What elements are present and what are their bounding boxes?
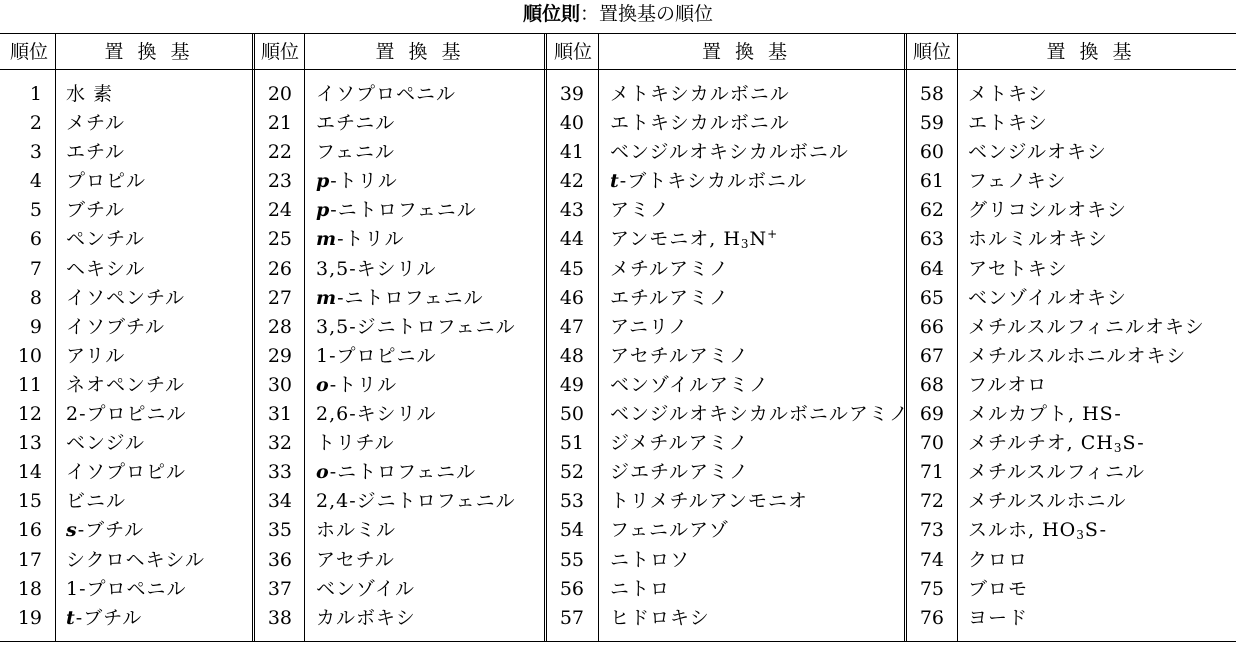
substituent-text: ベンゾイルアミノ bbox=[610, 373, 770, 396]
table-row bbox=[0, 255, 1236, 284]
substituent-text: 3,5-ジニトロフェニル bbox=[316, 315, 516, 338]
rank-number: 45 bbox=[559, 257, 584, 280]
rank-number: 33 bbox=[267, 461, 292, 484]
substituent-text: イソペンチル bbox=[66, 286, 186, 309]
table-row bbox=[0, 429, 1236, 458]
substituent-text: ベンジル bbox=[66, 432, 146, 455]
substituent-text: フェノキシ bbox=[968, 170, 1067, 193]
rank-number: 18 bbox=[17, 577, 42, 600]
substituent-text: 1-プロピニル bbox=[316, 344, 437, 367]
table-row bbox=[0, 284, 1236, 313]
substituent-text: アミノ bbox=[610, 199, 671, 222]
rank-number: 53 bbox=[559, 490, 584, 513]
header-substituent-3: 置換基 bbox=[701, 41, 801, 63]
rank-number: 74 bbox=[919, 548, 944, 571]
locant-prefix: p bbox=[316, 199, 331, 222]
table-row bbox=[0, 458, 1236, 487]
substituent-text: ベンジルオキシ bbox=[968, 141, 1107, 164]
title-bold: 順位則 bbox=[522, 3, 580, 25]
substituent-name bbox=[968, 284, 1127, 313]
rank-number: 23 bbox=[267, 170, 292, 193]
rank-number: 37 bbox=[267, 577, 292, 600]
rank-number: 29 bbox=[267, 344, 292, 367]
rank-number: 49 bbox=[559, 373, 584, 396]
substituent-text: ベンジルオキシカルボニル bbox=[610, 141, 849, 164]
rank-number: 47 bbox=[559, 315, 584, 338]
rank-number: 48 bbox=[559, 344, 584, 367]
substituent-text: メチルスルホニルオキシ bbox=[968, 344, 1187, 367]
substituent-text: メチル bbox=[66, 112, 126, 135]
substituent-name bbox=[968, 138, 1107, 167]
substituent-text: シクロヘキシル bbox=[66, 548, 205, 571]
rank-number: 68 bbox=[919, 373, 944, 396]
locant-prefix: o bbox=[316, 373, 330, 396]
rank-number: 72 bbox=[919, 490, 944, 513]
substituent-text: -ニトロフェニル bbox=[330, 199, 477, 222]
rank-number: 63 bbox=[919, 228, 944, 251]
table-row bbox=[0, 109, 1236, 138]
substituent-text: -ブチル bbox=[75, 606, 143, 629]
substituent-name bbox=[968, 342, 1186, 371]
substituent-text: 2,4-ジニトロフェニル bbox=[316, 490, 516, 513]
rank-number: 26 bbox=[267, 257, 292, 280]
substituent-text: ジエチルアミノ bbox=[610, 461, 750, 484]
rank-number: 1 bbox=[29, 83, 42, 105]
substituent-text: フェニルアゾ bbox=[610, 519, 730, 542]
substituent-text: フルオロ bbox=[968, 373, 1048, 396]
substituent-text: ネオペンチル bbox=[66, 373, 186, 396]
substituent-text: ビニル bbox=[66, 490, 127, 513]
substituent-name bbox=[968, 225, 1108, 254]
table-header-rule bbox=[0, 69, 1236, 70]
rank-number: 69 bbox=[919, 403, 944, 426]
table-row bbox=[0, 225, 1236, 254]
substituent-text: メトキシ bbox=[968, 83, 1048, 105]
rank-number: 27 bbox=[267, 286, 292, 309]
rank-number: 24 bbox=[267, 199, 292, 222]
locant-prefix: o bbox=[316, 461, 330, 484]
header-substituent-2: 置換基 bbox=[375, 41, 475, 63]
rank-number: 46 bbox=[559, 286, 584, 309]
rank-number: 28 bbox=[267, 315, 292, 338]
rank-number: 16 bbox=[17, 519, 42, 542]
rank-number: 6 bbox=[29, 228, 42, 251]
substituent-name bbox=[968, 400, 1122, 429]
substituent-text: イソプロペニル bbox=[316, 83, 457, 105]
substituent-text: 2,6-キシリル bbox=[316, 403, 437, 426]
rank-number: 57 bbox=[559, 606, 584, 629]
rank-number: 35 bbox=[267, 519, 292, 542]
table-row bbox=[0, 167, 1236, 196]
rank-number: 2 bbox=[29, 112, 42, 135]
rank-number: 73 bbox=[919, 519, 944, 542]
rank-number: 5 bbox=[29, 199, 42, 222]
substituent-text: ヒドロキシ bbox=[610, 606, 710, 629]
rank-number: 55 bbox=[559, 548, 584, 571]
substituent-text: ニトロソ bbox=[610, 548, 691, 571]
rank-number: 8 bbox=[29, 286, 42, 309]
table-row bbox=[0, 400, 1236, 429]
substituent-text: アセチルアミノ bbox=[610, 344, 749, 367]
substituent-text: アンモニオ, H bbox=[610, 228, 741, 251]
substituent-text: プロピル bbox=[66, 170, 147, 193]
rank-number: 59 bbox=[919, 112, 944, 135]
substituent-text: メチルスルフィニル bbox=[968, 461, 1145, 484]
substituent-text: カルボキシ bbox=[316, 606, 416, 629]
rank-number: 67 bbox=[919, 344, 944, 367]
substituent-name bbox=[968, 371, 1047, 400]
substituent-text: ベンゾイル bbox=[316, 577, 416, 600]
rank-number: 17 bbox=[17, 548, 42, 571]
table-row bbox=[0, 313, 1236, 342]
substituent-text: メチルスルホニル bbox=[968, 490, 1127, 513]
rank-number: 61 bbox=[919, 170, 944, 193]
substituent-text: メルカプト, HS- bbox=[968, 403, 1122, 426]
substituent-name bbox=[968, 255, 1068, 284]
substituent-text: ホルミルオキシ bbox=[968, 228, 1108, 251]
substituent-text: ブチル bbox=[66, 199, 126, 222]
rank-number: 11 bbox=[17, 373, 42, 396]
substituent-name bbox=[968, 575, 1028, 604]
locant-prefix: m bbox=[316, 286, 338, 309]
table-row bbox=[0, 575, 1236, 604]
header-substituent-4: 置換基 bbox=[1046, 41, 1146, 63]
subscript: 3 bbox=[1076, 528, 1085, 543]
table-row bbox=[0, 80, 1236, 109]
rank-number: 12 bbox=[17, 403, 42, 426]
header-rank-4: 順位 bbox=[912, 41, 951, 63]
substituent-name bbox=[968, 604, 1028, 633]
substituent-name bbox=[968, 516, 1107, 545]
substituent-text: -トリル bbox=[329, 373, 398, 396]
header-substituent-1: 置換基 bbox=[104, 41, 204, 63]
substituent-text: アニリノ bbox=[610, 315, 689, 338]
table-row bbox=[0, 196, 1236, 225]
substituent-name bbox=[968, 546, 1028, 575]
table-row bbox=[0, 604, 1236, 633]
rank-number: 44 bbox=[559, 228, 584, 251]
rank-number: 19 bbox=[17, 606, 42, 629]
header-rank-3: 順位 bbox=[553, 41, 592, 63]
table-row bbox=[0, 487, 1236, 516]
substituent-text: エチル bbox=[66, 141, 126, 164]
substituent-text: -ニトロフェニル bbox=[337, 286, 484, 309]
page-title bbox=[0, 0, 1236, 30]
rank-number: 51 bbox=[559, 432, 584, 455]
substituent-name bbox=[968, 313, 1205, 342]
rank-number: 20 bbox=[267, 83, 292, 105]
substituent-name bbox=[968, 196, 1127, 225]
rank-number: 31 bbox=[267, 403, 292, 426]
rank-number: 21 bbox=[267, 112, 292, 135]
substituent-text: メチルスルフィニルオキシ bbox=[968, 315, 1205, 338]
substituent-text: -ブトキシカルボニル bbox=[619, 170, 808, 193]
table-bottom-rule bbox=[0, 641, 1236, 642]
rank-number: 30 bbox=[267, 373, 292, 396]
substituent-text: アセトキシ bbox=[968, 257, 1068, 280]
substituent-text: エトキシカルボニル bbox=[610, 112, 790, 135]
rank-number: 75 bbox=[919, 577, 944, 600]
formula-tail: N bbox=[749, 228, 768, 251]
formula-tail: S- bbox=[1122, 432, 1145, 455]
rank-number: 42 bbox=[559, 170, 584, 193]
rank-number: 58 bbox=[919, 83, 944, 105]
header-rank-1: 順位 bbox=[9, 41, 48, 63]
locant-prefix: p bbox=[316, 170, 331, 193]
rank-number: 3 bbox=[29, 141, 42, 164]
table-row bbox=[0, 546, 1236, 575]
substituent-text: ヨード bbox=[968, 606, 1029, 629]
header-rank-2: 順位 bbox=[260, 41, 299, 63]
substituent-text: ベンジルオキシカルボニルアミノ bbox=[610, 403, 909, 426]
substituent-text: 1-プロペニル bbox=[66, 577, 187, 600]
substituent-name bbox=[968, 458, 1145, 487]
substituent-text: フェニル bbox=[316, 141, 396, 164]
rank-number: 10 bbox=[17, 344, 42, 367]
substituent-text: -トリル bbox=[337, 228, 405, 251]
formula-tail: S- bbox=[1084, 519, 1108, 542]
rank-number: 52 bbox=[559, 461, 584, 484]
rank-number: 64 bbox=[919, 257, 944, 280]
rank-number: 39 bbox=[559, 83, 584, 105]
locant-prefix: t bbox=[610, 170, 620, 193]
rank-number: 34 bbox=[267, 490, 292, 513]
substituent-text: メチルチオ, CH bbox=[968, 432, 1114, 455]
substituent-text: トリメチルアンモニオ bbox=[610, 490, 808, 513]
substituent-text: イソブチル bbox=[66, 315, 166, 338]
substituent-name bbox=[968, 109, 1048, 138]
substituent-text: エチルアミノ bbox=[610, 286, 730, 309]
substituent-text: ブロモ bbox=[968, 577, 1029, 600]
table-row bbox=[0, 516, 1236, 545]
locant-prefix: t bbox=[66, 606, 76, 629]
rank-number: 70 bbox=[919, 432, 944, 455]
rank-number: 32 bbox=[267, 432, 292, 455]
table-row bbox=[0, 371, 1236, 400]
rank-number: 56 bbox=[559, 577, 584, 600]
substituent-text: クロロ bbox=[968, 548, 1029, 571]
substituent-text: メチルアミノ bbox=[610, 257, 730, 280]
substituent-text: ジメチルアミノ bbox=[610, 432, 749, 455]
rank-number: 36 bbox=[267, 548, 292, 571]
table-row bbox=[0, 138, 1236, 167]
rank-number: 71 bbox=[919, 461, 944, 484]
table-top-rule bbox=[0, 33, 1236, 34]
rank-number: 14 bbox=[17, 461, 42, 484]
substituent-name bbox=[968, 80, 1048, 109]
substituent-text: エチニル bbox=[316, 112, 396, 135]
rank-number: 60 bbox=[919, 141, 944, 164]
table-column-4 bbox=[0, 80, 1236, 633]
substituent-text: グリコシルオキシ bbox=[968, 199, 1127, 222]
rank-number: 9 bbox=[29, 315, 42, 338]
substituent-text: メトキシカルボニル bbox=[610, 83, 790, 105]
substituent-text: イソプロピル bbox=[66, 461, 187, 484]
rank-number: 13 bbox=[17, 432, 42, 455]
substituent-text: 3,5-キシリル bbox=[316, 257, 437, 280]
rank-number: 7 bbox=[29, 257, 42, 280]
subscript: 3 bbox=[740, 237, 750, 252]
substituent-name bbox=[968, 487, 1126, 516]
substituent-text: トリチル bbox=[316, 432, 395, 455]
rank-number: 22 bbox=[267, 141, 292, 164]
substituent-text: 2-プロピニル bbox=[66, 403, 187, 426]
rank-number: 15 bbox=[17, 490, 42, 513]
substituent-text: エトキシ bbox=[968, 112, 1048, 135]
substituent-text: 水 素 bbox=[66, 83, 114, 105]
substituent-text: ホルミル bbox=[316, 519, 397, 542]
table-row bbox=[0, 342, 1236, 371]
rank-number: 25 bbox=[267, 228, 292, 251]
locant-prefix: s bbox=[66, 519, 78, 542]
substituent-text: ニトロ bbox=[610, 577, 671, 600]
substituent-text: -ニトロフェニル bbox=[329, 461, 477, 484]
substituent-text: スルホ, HO bbox=[968, 519, 1077, 542]
rank-number: 76 bbox=[919, 606, 944, 629]
substituent-text: ヘキシル bbox=[66, 257, 146, 280]
rank-number: 62 bbox=[919, 199, 944, 222]
substituent-text: -トリル bbox=[330, 170, 398, 193]
rank-number: 40 bbox=[559, 112, 584, 135]
substituent-name bbox=[968, 167, 1066, 196]
substituent-text: アセチル bbox=[316, 548, 395, 571]
rank-number: 65 bbox=[919, 286, 944, 309]
rank-number: 66 bbox=[919, 315, 944, 338]
rank-number: 38 bbox=[267, 606, 292, 629]
rank-number: 41 bbox=[559, 141, 584, 164]
locant-prefix: m bbox=[316, 228, 338, 251]
title-rest: ：置換基の順位 bbox=[580, 3, 714, 25]
rank-number: 54 bbox=[559, 519, 584, 542]
superscript: + bbox=[767, 227, 779, 242]
rank-number: 50 bbox=[559, 403, 584, 426]
rank-number: 4 bbox=[29, 170, 42, 193]
substituent-text: ペンチル bbox=[66, 228, 146, 251]
substituent-text: アリル bbox=[66, 344, 126, 367]
rank-number: 43 bbox=[559, 199, 584, 222]
substituent-text: ベンゾイルオキシ bbox=[968, 286, 1127, 309]
substituent-text: -ブチル bbox=[77, 519, 145, 542]
subscript: 3 bbox=[1113, 441, 1123, 456]
substituent-name bbox=[968, 429, 1145, 458]
